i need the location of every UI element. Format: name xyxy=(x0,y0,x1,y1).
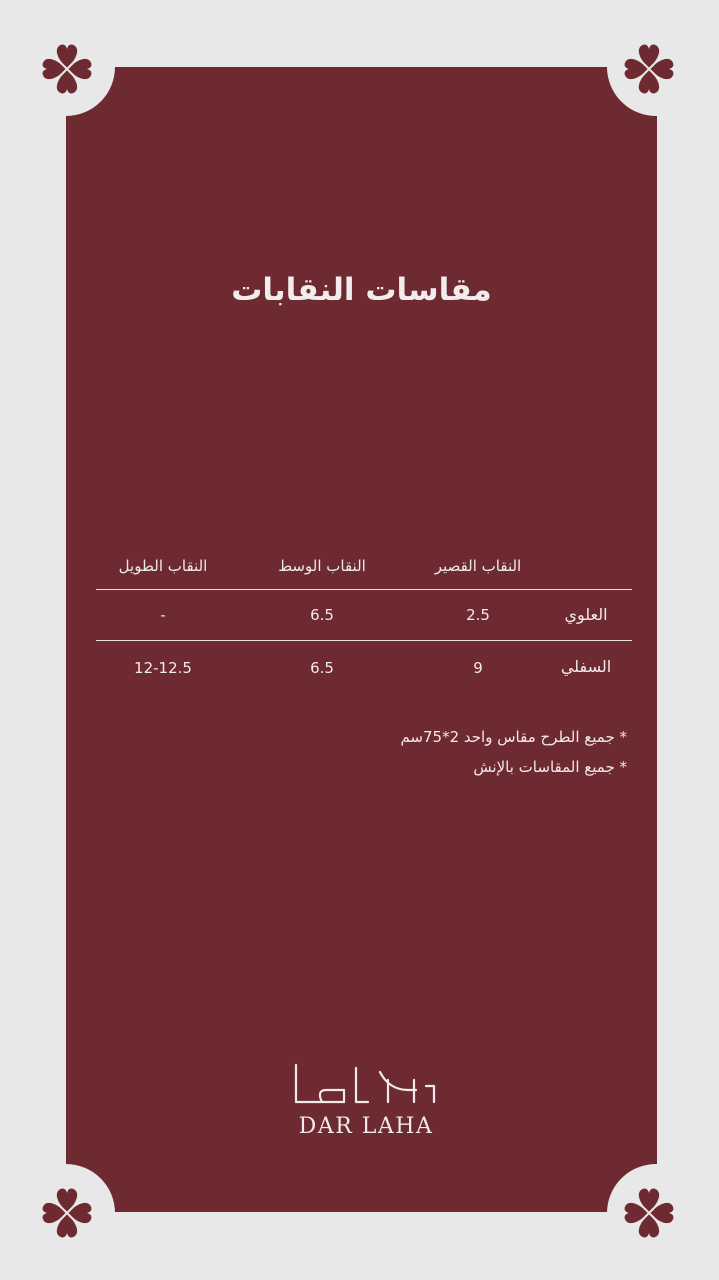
column-header-long: النقاب الطويل xyxy=(118,557,208,575)
page-title: مقاسات النقابات xyxy=(231,272,492,308)
note-line: * جميع المقاسات بالإنش xyxy=(473,758,627,776)
table-cell: 12-12.5 xyxy=(134,659,192,677)
table-divider xyxy=(96,589,632,590)
table-cell: 6.5 xyxy=(310,659,334,677)
note-line: * جميع الطرح مقاس واحد 2*75سم xyxy=(400,728,627,746)
table-cell: 2.5 xyxy=(466,606,490,624)
table-divider xyxy=(96,640,632,641)
row-label-bottom: السفلي xyxy=(560,657,612,676)
table-cell: 9 xyxy=(473,659,483,677)
clover-icon xyxy=(38,40,96,98)
column-header-medium: النقاب الوسط xyxy=(278,557,366,575)
brand-name: DAR LAHA xyxy=(298,1114,434,1139)
column-header-short: النقاب القصير xyxy=(434,557,522,575)
table-cell: - xyxy=(160,606,166,624)
table-cell: 6.5 xyxy=(310,606,334,624)
clover-icon xyxy=(620,1184,678,1242)
row-label-top: العلوي xyxy=(564,605,608,624)
clover-icon xyxy=(38,1184,96,1242)
clover-icon xyxy=(620,40,678,98)
